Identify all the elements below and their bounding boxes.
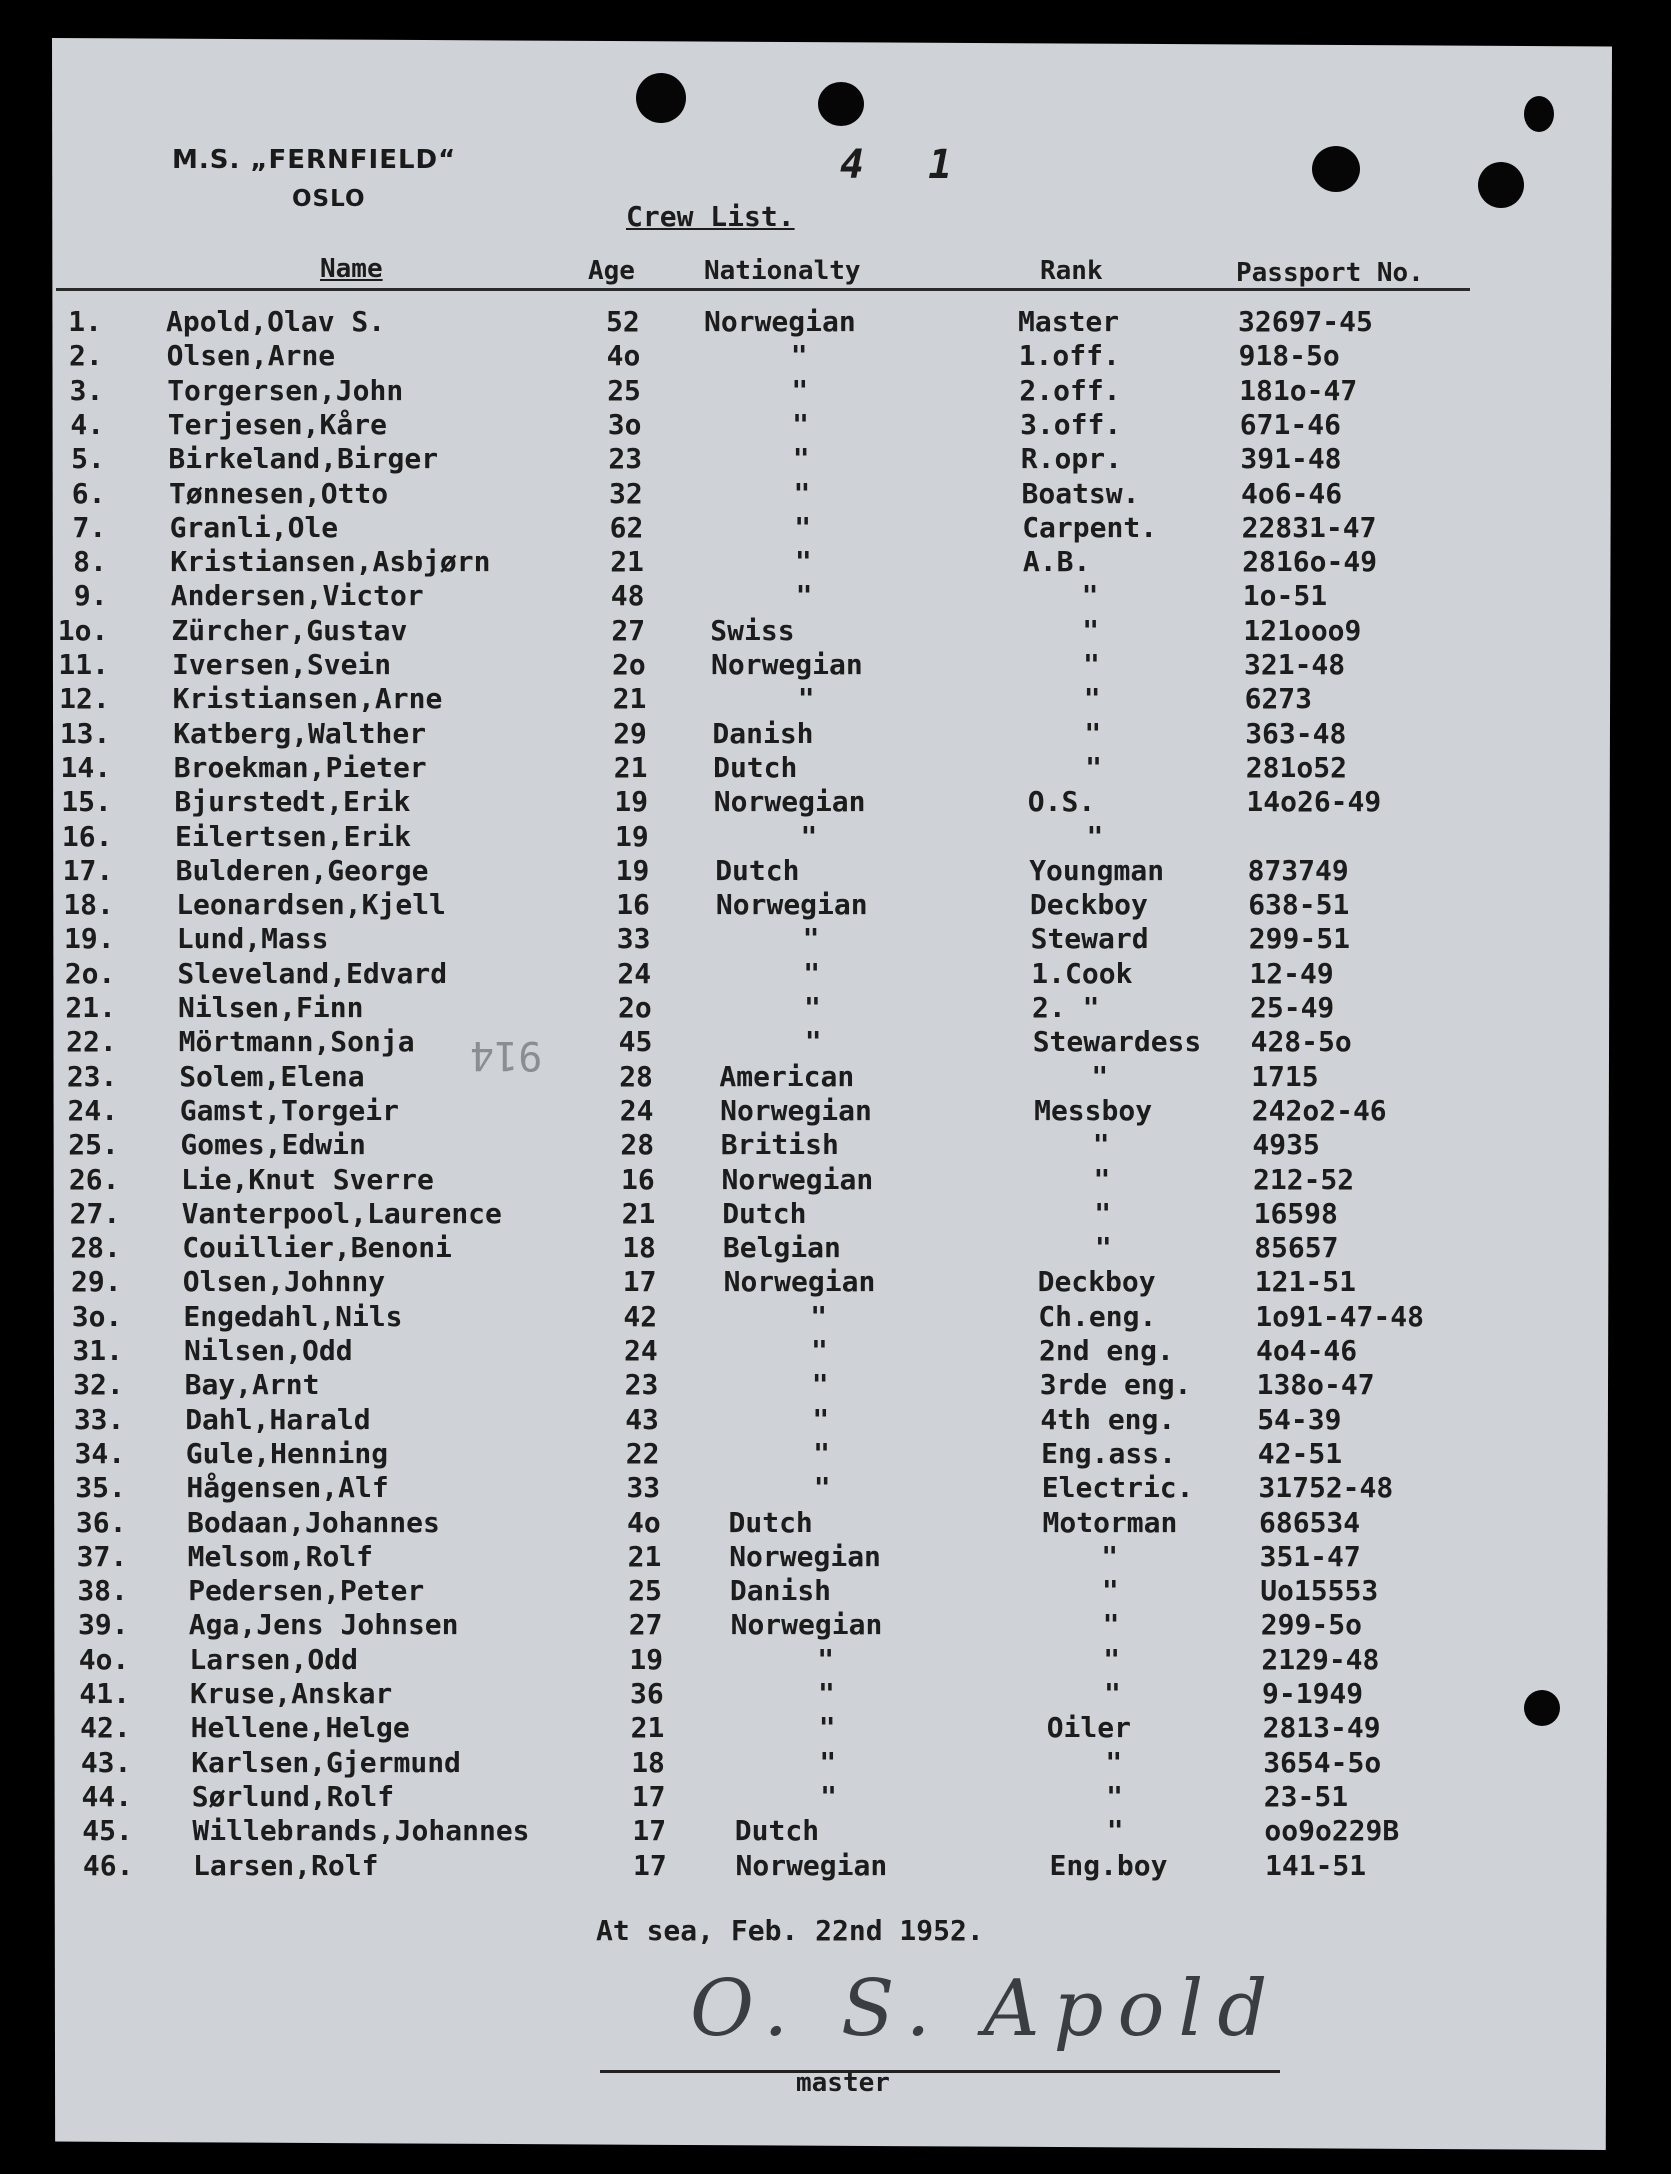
crew-name: Pedersen,Peter — [188, 1574, 425, 1608]
crew-nationality: " — [794, 545, 812, 579]
column-header-name: Name — [320, 254, 383, 284]
row-number: 34. — [74, 1436, 126, 1470]
crew-rank: " — [1103, 1642, 1121, 1676]
punch-hole — [818, 82, 864, 126]
crew-nationality: British — [720, 1128, 839, 1162]
crew-rank: " — [1094, 1231, 1112, 1265]
row-number: 45. — [82, 1814, 133, 1848]
crew-age: 32 — [609, 476, 643, 510]
crew-name: Sørlund,Rolf — [191, 1779, 395, 1813]
crew-age: 17 — [632, 1814, 667, 1848]
crew-age: 48 — [610, 579, 645, 613]
crew-passport: 873749 — [1247, 853, 1349, 887]
row-number: 6. — [71, 476, 106, 510]
row-number: 16. — [61, 819, 113, 853]
row-number: 37. — [76, 1539, 128, 1573]
crew-passport: 121ooo9 — [1243, 613, 1362, 647]
crew-rank: Deckboy — [1029, 888, 1148, 922]
crew-rank: " — [1101, 1574, 1119, 1608]
crew-passport: 54-39 — [1257, 1402, 1342, 1436]
crew-nationality: " — [800, 819, 818, 853]
crew-rank: Steward — [1030, 922, 1149, 956]
crew-age: 27 — [628, 1608, 663, 1642]
column-header-rank: Rank — [1040, 256, 1103, 286]
crew-name: Hågensen,Alf — [186, 1471, 389, 1505]
signer-title: master — [796, 2068, 890, 2098]
crew-nationality: " — [818, 1711, 836, 1745]
crew-name: Olsen,Arne — [166, 339, 336, 373]
crew-passport: 31752-48 — [1258, 1471, 1394, 1505]
row-number: 2. — [68, 339, 103, 373]
crew-nationality: " — [793, 476, 811, 510]
crew-age: 18 — [631, 1745, 665, 1779]
row-number: 15. — [61, 785, 112, 819]
crew-passport: 2129-48 — [1261, 1642, 1380, 1676]
crew-nationality: " — [791, 373, 809, 407]
crew-rank: Boatsw. — [1021, 476, 1140, 510]
crew-rank: " — [1102, 1608, 1120, 1642]
crew-age: 25 — [628, 1574, 662, 1608]
crew-rank: " — [1092, 1128, 1110, 1162]
stamp: 914 — [470, 1032, 543, 1078]
crew-rank: " — [1101, 1539, 1119, 1573]
crew-nationality: Danish — [729, 1574, 832, 1608]
crew-age: 28 — [620, 1128, 655, 1162]
ship-name: M.S. „FERNFIELD“ — [172, 145, 457, 175]
crew-age: 4o — [627, 1505, 661, 1539]
crew-passport: Uo15553 — [1260, 1574, 1379, 1608]
crew-nationality: " — [810, 1299, 828, 1333]
crew-age: 3o — [607, 407, 642, 441]
crew-name: Bay,Arnt — [184, 1368, 320, 1402]
crew-rank: Eng.ass. — [1041, 1436, 1176, 1470]
crew-age: 62 — [609, 510, 644, 544]
crew-name: Iversen,Svein — [172, 648, 392, 681]
crew-passport: 14o26-49 — [1246, 785, 1382, 819]
crew-rank: 3rde eng. — [1039, 1368, 1192, 1402]
crew-age: 42 — [623, 1299, 658, 1333]
crew-age: 21 — [630, 1711, 665, 1745]
header-rule — [56, 288, 1470, 291]
crew-rank: 1.off. — [1018, 339, 1120, 373]
crew-rank: 2. " — [1032, 991, 1100, 1024]
handwritten-marks: 4 1 — [840, 142, 973, 188]
crew-rank: " — [1105, 1745, 1123, 1779]
crew-nationality: " — [811, 1334, 828, 1367]
crew-passport: 2816o-49 — [1242, 545, 1378, 579]
crew-name: Nilsen,Odd — [184, 1334, 353, 1367]
crew-name: Larsen,Rolf — [193, 1848, 379, 1882]
crew-age: 21 — [613, 750, 648, 784]
crew-passport: 212-52 — [1253, 1162, 1355, 1196]
crew-passport: 42-51 — [1257, 1436, 1343, 1470]
row-number: 36. — [75, 1505, 127, 1539]
crew-age: 36 — [630, 1677, 664, 1710]
crew-age: 2o — [612, 648, 646, 681]
row-number: 18. — [63, 888, 114, 922]
crew-name: Bulderen,George — [175, 853, 429, 887]
crew-age: 16 — [616, 888, 650, 922]
crew-passport: oo9o229B — [1264, 1814, 1400, 1848]
crew-passport: 181o-47 — [1239, 373, 1358, 407]
row-number: 44. — [81, 1779, 133, 1813]
row-number: 4. — [70, 407, 105, 441]
row-number: 35. — [75, 1471, 126, 1505]
crew-rank: 2nd eng. — [1039, 1334, 1174, 1367]
crew-name: Larsen,Odd — [189, 1642, 358, 1676]
crew-age: 21 — [612, 682, 647, 716]
crew-name: Kruse,Anskar — [190, 1677, 393, 1710]
crew-passport: 1o-51 — [1242, 579, 1328, 613]
crew-age: 45 — [618, 1025, 653, 1059]
row-number: 22. — [66, 1025, 117, 1059]
crew-age: 18 — [622, 1231, 656, 1265]
punch-hole — [1524, 96, 1554, 132]
crew-rank: " — [1085, 750, 1102, 784]
crew-nationality: " — [804, 991, 821, 1024]
row-number: 3o. — [71, 1299, 123, 1333]
crew-age: 25 — [607, 373, 641, 407]
crew-name: Aga,Jens Johnsen — [188, 1608, 459, 1642]
crew-age: 19 — [615, 819, 649, 853]
row-number: 23. — [66, 1059, 118, 1093]
row-number: 25. — [68, 1128, 119, 1162]
crew-rank: Stewardess — [1032, 1025, 1202, 1059]
crew-passport: 138o-47 — [1256, 1368, 1375, 1402]
crew-name: Kristiansen,Asbjørn — [170, 545, 491, 579]
crew-rank: 2.off. — [1019, 373, 1121, 407]
crew-rank: R.opr. — [1020, 442, 1122, 476]
crew-passport: 351-47 — [1259, 1539, 1361, 1573]
crew-name: Willebrands,Johannes — [192, 1814, 530, 1848]
crew-passport: 4o4-46 — [1256, 1334, 1358, 1367]
row-number: 9. — [73, 579, 108, 613]
row-number: 32. — [73, 1368, 124, 1402]
crew-passport: 121-51 — [1254, 1265, 1356, 1299]
row-number: 13. — [59, 716, 111, 750]
crew-name: Engedahl,Nils — [183, 1299, 403, 1333]
crew-rank: Eng.boy — [1049, 1848, 1168, 1882]
crew-rank: " — [1106, 1779, 1123, 1813]
crew-age: 24 — [619, 1093, 654, 1127]
crew-rank: " — [1093, 1162, 1111, 1196]
crew-rank: " — [1091, 1059, 1109, 1093]
crew-nationality: " — [795, 579, 813, 613]
crew-name: Eilertsen,Erik — [175, 819, 412, 853]
crew-name: Mörtmann,Sonja — [178, 1025, 415, 1059]
crew-nationality: Norwegian — [720, 1093, 872, 1127]
row-number: 43. — [80, 1745, 132, 1779]
row-number: 1. — [68, 305, 102, 338]
crew-passport: 23-51 — [1263, 1779, 1349, 1813]
crew-name: Lund,Mass — [176, 922, 329, 956]
crew-nationality: " — [803, 956, 821, 990]
punch-hole — [636, 73, 686, 123]
crew-passport: 85657 — [1254, 1231, 1339, 1265]
crew-nationality: " — [819, 1745, 837, 1779]
crew-name: Hellene,Helge — [190, 1711, 410, 1745]
crew-name: Olsen,Johnny — [182, 1265, 386, 1299]
crew-rank: " — [1094, 1196, 1112, 1230]
document-title: Crew List. — [626, 200, 795, 233]
crew-passport: 141-51 — [1265, 1848, 1367, 1882]
crew-rank: 3.off. — [1020, 407, 1122, 441]
crew-name: Tønnesen,Otto — [169, 476, 389, 510]
crew-name: Broekman,Pieter — [173, 750, 427, 784]
crew-age: 19 — [629, 1642, 664, 1676]
crew-age: 21 — [627, 1539, 662, 1573]
crew-passport: 391-48 — [1240, 442, 1342, 476]
row-number: 24. — [67, 1093, 119, 1127]
crew-rank: Youngman — [1029, 853, 1165, 887]
crew-age: 21 — [610, 545, 644, 579]
crew-age: 17 — [631, 1779, 666, 1813]
crew-age: 19 — [615, 853, 650, 887]
punch-hole — [1478, 162, 1524, 208]
crew-name: Sleveland,Edvard — [177, 956, 448, 990]
crew-age: 21 — [621, 1196, 656, 1230]
crew-passport: 9-1949 — [1262, 1677, 1364, 1710]
crew-passport: 6273 — [1244, 682, 1313, 716]
crew-name: Couillier,Benoni — [182, 1231, 452, 1265]
crew-rank: Oiler — [1046, 1711, 1131, 1745]
crew-passport: 4935 — [1252, 1128, 1320, 1162]
crew-nationality: " — [794, 510, 812, 544]
column-header-nationality: Nationalty — [704, 256, 861, 286]
crew-passport: 1715 — [1251, 1059, 1319, 1093]
row-number: 4o. — [78, 1642, 130, 1676]
crew-nationality: " — [792, 442, 810, 476]
crew-passport: 299-51 — [1248, 922, 1350, 956]
crew-rank: Electric. — [1041, 1471, 1194, 1505]
crew-age: 16 — [621, 1162, 655, 1196]
crew-nationality: Danish — [712, 716, 814, 750]
crew-passport: 321-48 — [1244, 648, 1346, 681]
crew-passport: 4o6-46 — [1241, 476, 1343, 510]
crew-nationality: Norwegian — [721, 1162, 874, 1196]
crew-rank: A.B. — [1022, 545, 1091, 579]
row-number: 33. — [73, 1402, 125, 1436]
crew-name: Dahl,Harald — [185, 1402, 371, 1436]
crew-name: Kristiansen,Arne — [172, 682, 443, 716]
row-number: 28. — [70, 1231, 121, 1265]
crew-nationality: " — [811, 1368, 829, 1402]
crew-name: Torgersen,John — [167, 373, 404, 407]
crew-passport: 2813-49 — [1262, 1711, 1381, 1745]
crew-rank: " — [1106, 1814, 1124, 1848]
crew-nationality: Dutch — [734, 1814, 820, 1848]
row-number: 11. — [58, 648, 109, 681]
crew-nationality: " — [817, 1642, 835, 1676]
crew-rank: " — [1083, 648, 1100, 681]
crew-rank: " — [1086, 819, 1104, 853]
crew-nationality: Norwegian — [735, 1848, 888, 1882]
crew-passport: 22831-47 — [1241, 510, 1377, 544]
crew-passport: 686534 — [1259, 1505, 1361, 1539]
crew-nationality: Swiss — [710, 613, 795, 647]
crew-nationality: " — [790, 339, 808, 373]
row-number: 27. — [69, 1196, 121, 1230]
crew-nationality: Norwegian — [729, 1539, 881, 1573]
crew-name: Leonardsen,Kjell — [176, 888, 446, 922]
row-number: 5. — [71, 442, 105, 476]
punch-hole — [1524, 1690, 1560, 1726]
row-number: 3. — [69, 373, 104, 407]
crew-nationality: Dutch — [728, 1505, 813, 1539]
crew-nationality: Norwegian — [723, 1265, 876, 1299]
crew-age: 33 — [626, 1471, 661, 1505]
crew-age: 4o — [606, 339, 641, 373]
crew-age: 29 — [613, 716, 647, 750]
row-number: 14. — [60, 750, 112, 784]
crew-passport: 16598 — [1253, 1196, 1338, 1230]
crew-age: 27 — [611, 613, 646, 647]
crew-nationality: Dutch — [722, 1196, 807, 1230]
crew-nationality: Norwegian — [730, 1608, 883, 1642]
row-number: 38. — [77, 1574, 128, 1608]
punch-hole — [1312, 146, 1360, 192]
crew-nationality: " — [813, 1436, 830, 1470]
crew-nationality: Dutch — [715, 853, 800, 887]
crew-passport: 281o52 — [1245, 750, 1347, 784]
crew-rank: " — [1083, 682, 1101, 716]
row-number: 46. — [82, 1848, 134, 1882]
crew-age: 33 — [616, 922, 651, 956]
crew-nationality: " — [802, 922, 820, 956]
crew-nationality: " — [812, 1402, 830, 1436]
row-number: 8. — [73, 545, 107, 579]
crew-age: 2o — [618, 991, 652, 1024]
crew-age: 28 — [619, 1059, 653, 1093]
crew-rank: Ch.eng. — [1038, 1299, 1157, 1333]
crew-name: Melsom,Rolf — [187, 1539, 374, 1573]
crew-passport: 25-49 — [1250, 991, 1335, 1024]
row-number: 42. — [80, 1711, 131, 1745]
crew-passport: 638-51 — [1248, 888, 1350, 922]
place-date: At sea, Feb. 22nd 1952. — [596, 1914, 984, 1947]
crew-name: Gamst,Torgeir — [179, 1093, 399, 1127]
crew-nationality: " — [820, 1779, 837, 1813]
crew-age: 17 — [633, 1848, 667, 1882]
crew-name: Granli,Ole — [169, 510, 339, 544]
crew-age: 23 — [608, 442, 643, 476]
row-number: 19. — [64, 922, 115, 956]
crew-rank: Deckboy — [1037, 1265, 1156, 1299]
row-number: 29. — [71, 1265, 122, 1299]
crew-name: Apold,Olav S. — [166, 305, 386, 338]
crew-passport: 32697-45 — [1238, 305, 1373, 338]
crew-name: Lie,Knut Sverre — [181, 1162, 434, 1196]
crew-rank: Motorman — [1042, 1505, 1178, 1539]
crew-name: Bodaan,Johannes — [187, 1505, 440, 1539]
crew-name: Birkeland,Birger — [168, 442, 439, 476]
crew-nationality: " — [797, 682, 815, 716]
crew-rank: Carpent. — [1022, 510, 1158, 544]
crew-name: Gule,Henning — [185, 1436, 389, 1470]
crew-age: 24 — [617, 956, 652, 990]
row-number: 2o. — [64, 956, 116, 990]
crew-nationality: " — [818, 1677, 835, 1710]
column-header-passport: Passport No. — [1236, 258, 1424, 288]
crew-name: Gomes,Edwin — [180, 1128, 366, 1162]
crew-nationality: Dutch — [713, 750, 798, 784]
crew-nationality: Norwegian — [713, 785, 866, 819]
row-number: 7. — [72, 510, 107, 544]
crew-age: 24 — [624, 1334, 658, 1367]
row-number: 12. — [59, 682, 110, 716]
crew-age: 43 — [625, 1402, 659, 1436]
crew-passport: 671-46 — [1239, 407, 1341, 441]
crew-rank: " — [1084, 716, 1102, 750]
home-port: OSLO — [292, 186, 366, 212]
crew-passport: 3654-5o — [1263, 1745, 1382, 1779]
crew-name: Karlsen,Gjermund — [191, 1745, 461, 1779]
crew-age: 22 — [625, 1436, 660, 1470]
crew-passport: 299-5o — [1260, 1608, 1362, 1642]
row-number: 39. — [78, 1608, 129, 1642]
row-number: 26. — [68, 1162, 120, 1196]
crew-rank: Messboy — [1034, 1093, 1153, 1127]
crew-rank: " — [1104, 1677, 1121, 1710]
crew-rank: Master — [1018, 305, 1120, 338]
crew-passport: 1o91-47-48 — [1255, 1299, 1424, 1333]
crew-nationality: " — [804, 1025, 822, 1059]
crew-rank: 1.Cook — [1031, 956, 1133, 990]
crew-nationality: " — [792, 407, 809, 441]
crew-name: Solem,Elena — [179, 1059, 365, 1093]
crew-passport: 428-5o — [1250, 1025, 1352, 1059]
crew-age: 17 — [622, 1265, 657, 1299]
crew-nationality: Belgian — [722, 1231, 841, 1265]
column-header-age: Age — [588, 256, 635, 286]
row-number: 41. — [79, 1677, 130, 1710]
crew-name: Vanterpool,Laurence — [181, 1196, 502, 1230]
crew-rank: 4th eng. — [1040, 1402, 1176, 1436]
crew-age: 19 — [614, 785, 649, 819]
crew-name: Bjurstedt,Erik — [174, 785, 411, 819]
crew-rank: " — [1081, 579, 1099, 613]
crew-name: Zürcher,Gustav — [171, 613, 408, 647]
crew-name: Katberg,Walther — [173, 716, 427, 750]
crew-passport: 918-5o — [1238, 339, 1340, 373]
crew-name: Andersen,Victor — [170, 579, 424, 613]
crew-passport: 363-48 — [1245, 716, 1347, 750]
crew-nationality: American — [719, 1059, 855, 1093]
row-number: 31. — [72, 1334, 123, 1367]
crew-nationality: Norwegian — [704, 305, 856, 338]
crew-nationality: " — [813, 1471, 831, 1505]
crew-age: 52 — [606, 305, 640, 338]
crew-nationality: Norwegian — [711, 648, 863, 681]
signature: O. S. Apold — [690, 1964, 1282, 2054]
crew-nationality: Norwegian — [715, 888, 868, 922]
row-number: 17. — [62, 853, 114, 887]
crew-name: Terjesen,Kåre — [167, 407, 387, 441]
crew-passport: 12-49 — [1249, 956, 1334, 990]
crew-name: Nilsen,Finn — [178, 991, 364, 1024]
crew-age: 23 — [624, 1368, 659, 1402]
row-number: 1o. — [57, 613, 109, 647]
crew-passport: 242o2-46 — [1251, 1093, 1387, 1127]
signature-line — [600, 2070, 1280, 2073]
crew-rank: " — [1082, 613, 1100, 647]
crew-rank: O.S. — [1027, 785, 1096, 819]
row-number: 21. — [65, 991, 116, 1024]
